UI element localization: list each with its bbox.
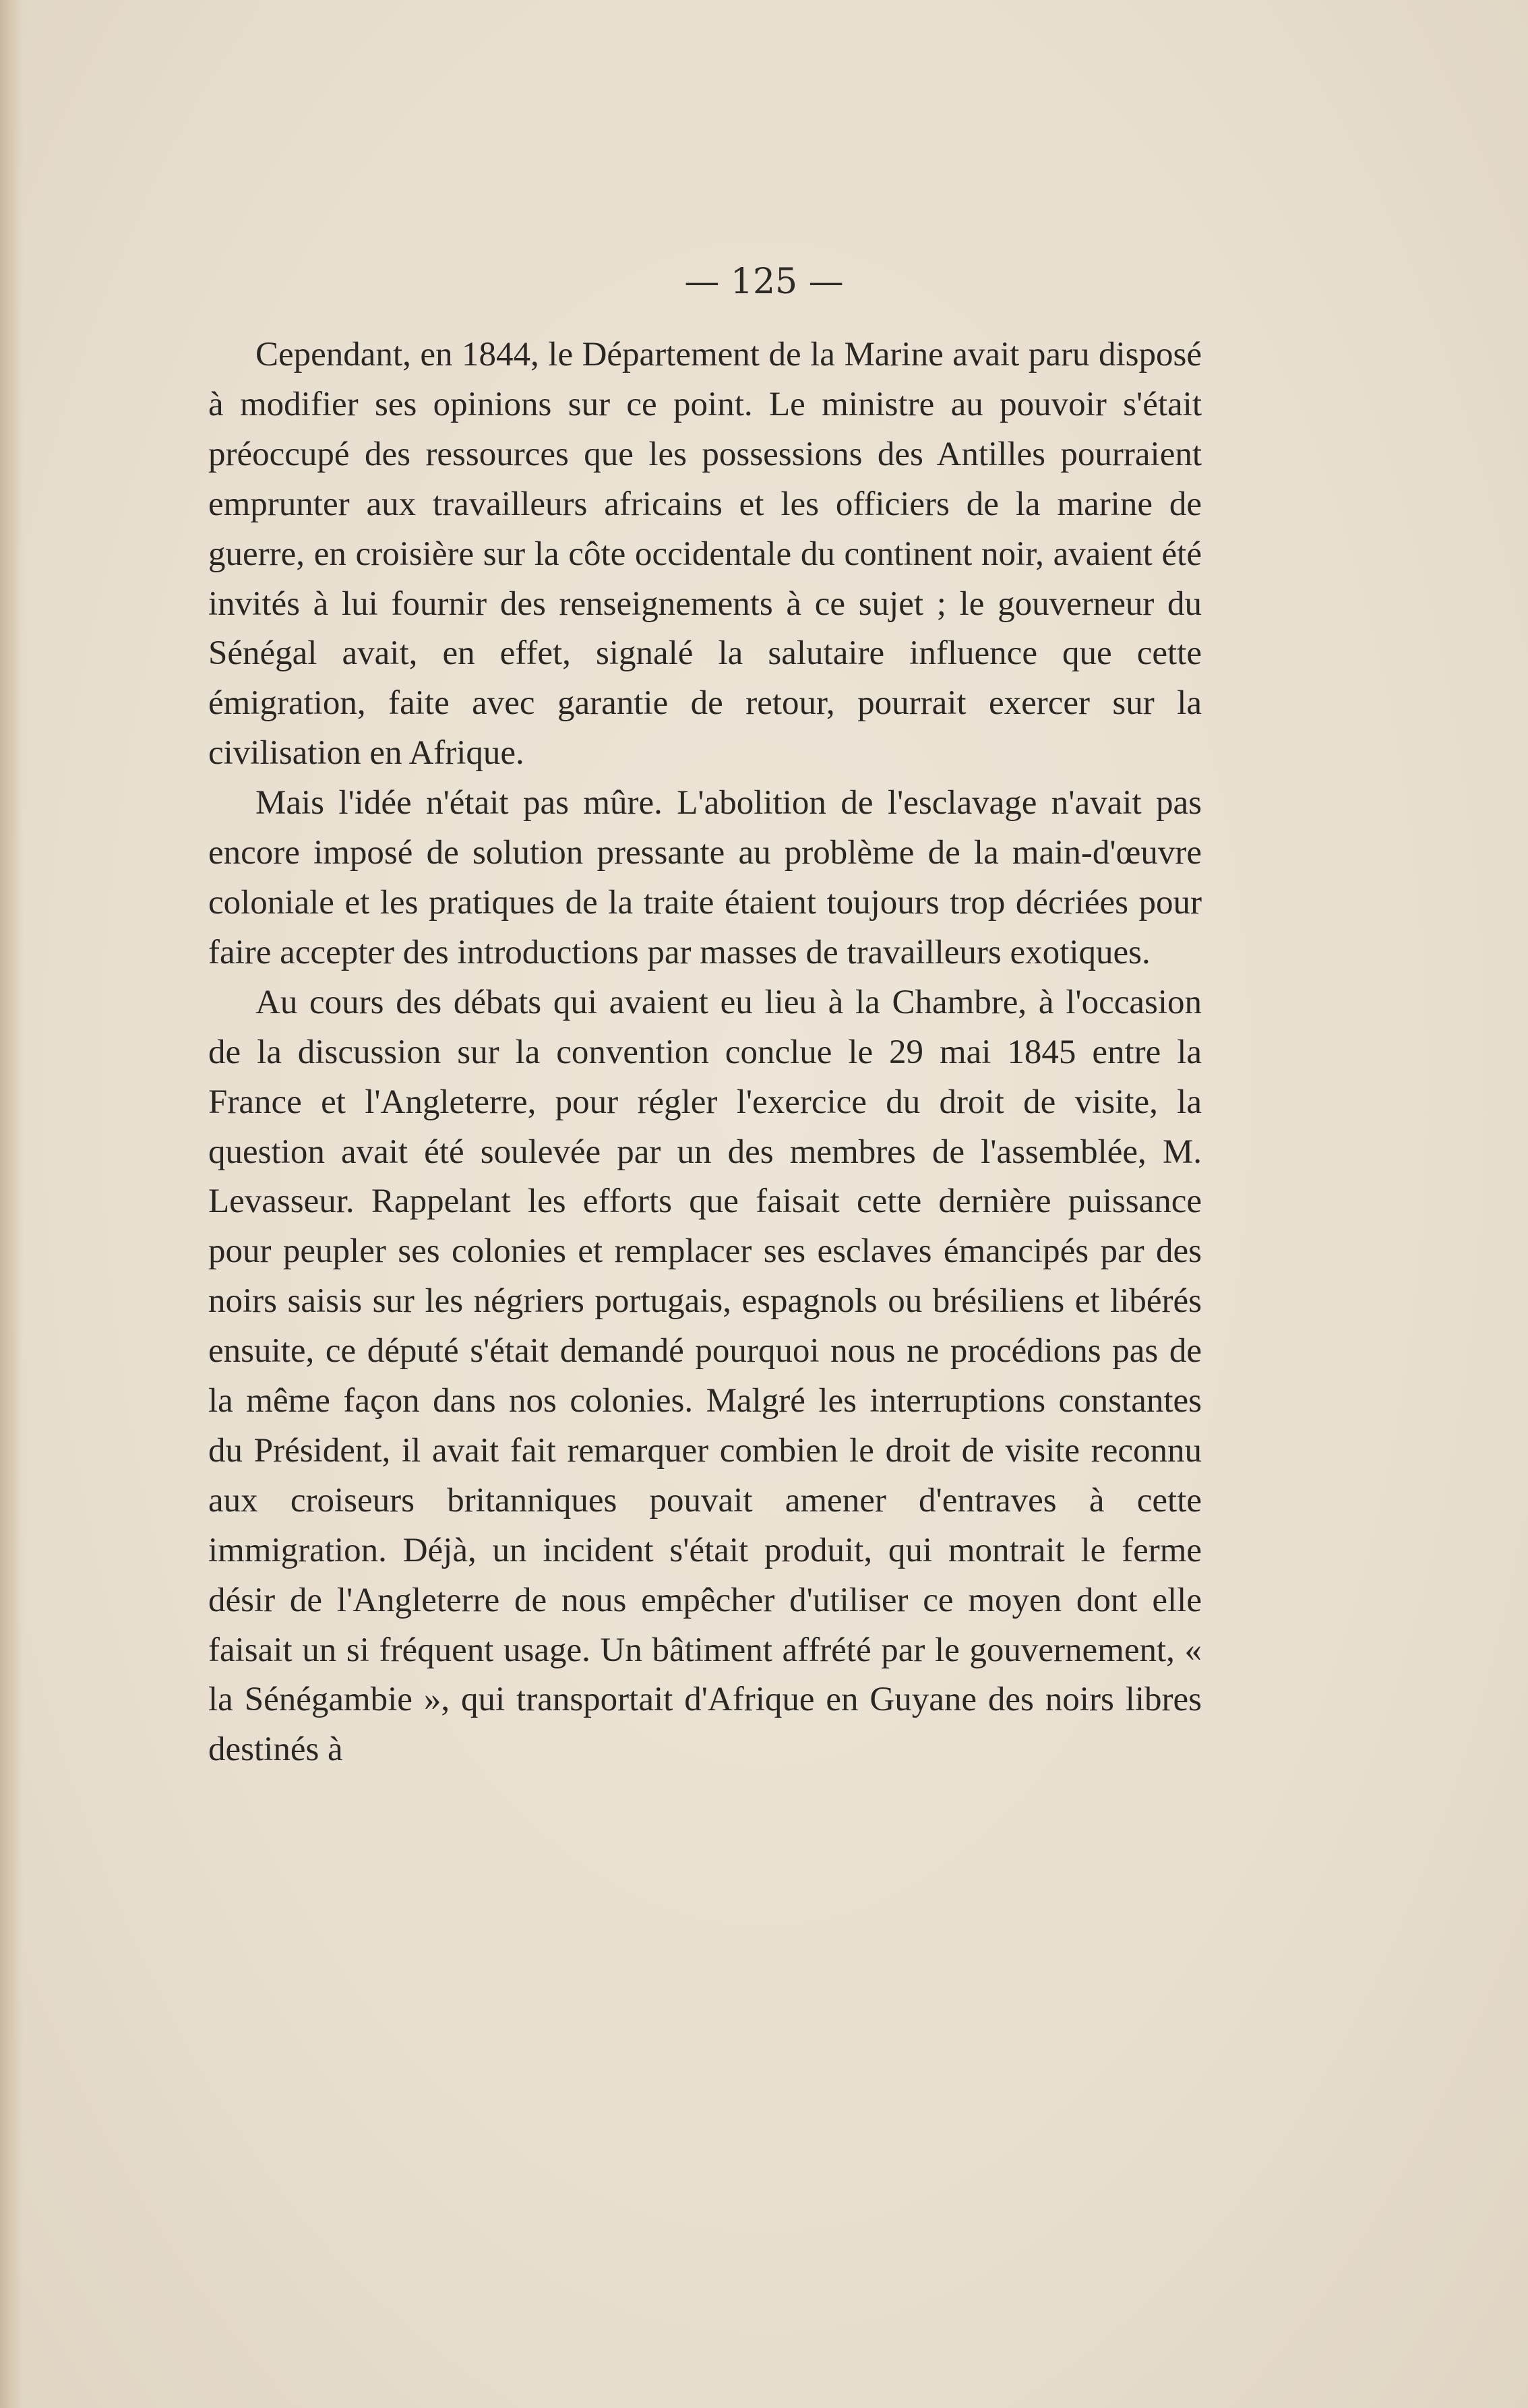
paragraph-1: Cependant, en 1844, le Département de la Marine avait paru disposé à modifier ses opinions sur ce point. Le ministre au pouvoir s'était préoccupé des ressources que les possessions des Antilles pourraient emprunter aux travailleurs africains et les officiers de la marine de guerre, en croisière sur la côte occidentale du continent noir, avaient été invités à lui fournir des renseignements à ce sujet ; le gouverneur du Sénégal avait, en effet, signalé la salutaire influence que cette émigration, faite avec garantie de retour, pourrait exercer sur la civilisation en Afrique. (208, 336, 1202, 773)
page-number: — 125 — (684, 262, 844, 302)
paragraph-3: Au cours des débats qui avaient eu lieu à la Chambre, à l'occasion de la discussion sur la convention conclue le 29 mai 1845 entre la France et l'Angleterre, pour régler l'exercice du droit de visite, la question avait été soulevée par un des membres de l'assemblée, M. Levasseur. Rappelant les efforts que faisait cette dernière puissance pour peupler ses colonies et remplacer ses esclaves émancipés par des noirs saisis sur les négriers portugais, espagnols ou brésiliens et libérés ensuite, ce député s'était demandé pourquoi nous ne procédions pas de la même façon dans nos colonies. Malgré les interruptions constantes du Président, il avait fait remarquer combien le droit de visite reconnu aux croiseurs britanniques pouvait amener d'entraves à cette immigration. Déjà, un incident s'était produit, qui montrait le ferme désir de l'Angleterre de nous empêcher d'utiliser ce moyen dont elle faisait un si fréquent usage. Un bâtiment affrété par le gouvernement, « la Sénégambie », qui transportait d'Afrique en Guyane des noirs libres destinés à (208, 983, 1202, 1769)
page-edge-shadow (0, 0, 23, 2408)
body-text (208, 330, 1202, 1775)
paragraph-2: Mais l'idée n'était pas mûre. L'abolition de l'esclavage n'avait pas encore imposé de solution pressante au problème de la main-d'œuvre coloniale et les pratiques de la traite étaient toujours trop décriées pour faire accepter des introductions par masses de travailleurs exotiques. (208, 784, 1202, 971)
